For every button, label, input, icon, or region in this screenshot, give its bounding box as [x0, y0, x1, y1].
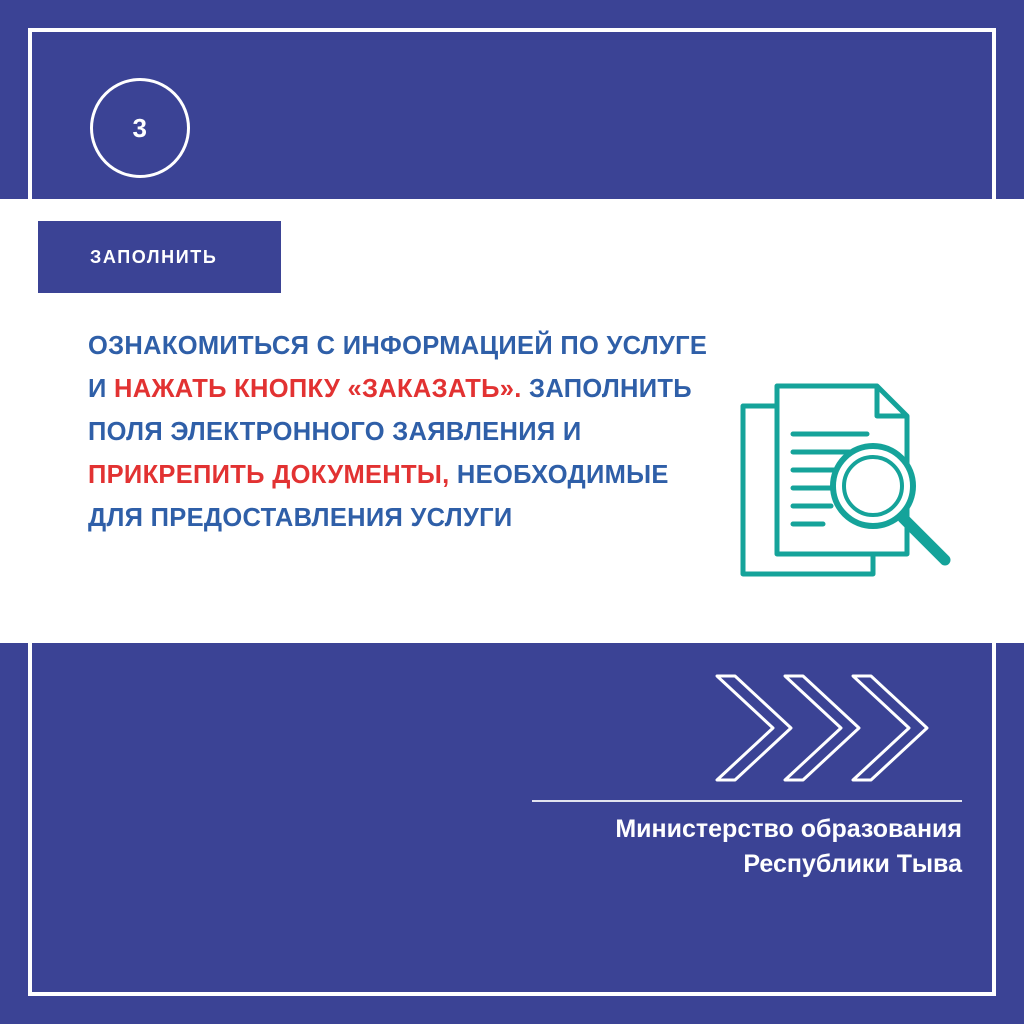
footer-line-1: Министерство образования	[615, 815, 962, 843]
section-label-text: ЗАПОЛНИТЬ	[90, 246, 218, 267]
triple-chevron-right-icon	[705, 668, 935, 788]
headline-segment-4: ПРИКРЕПИТЬ ДОКУМЕНТЫ,	[88, 461, 450, 489]
headline-segment-5: НЕОБХОДИМЫЕ ДЛЯ ПРЕДОСТАВЛЕНИЯ УСЛУГИ	[88, 461, 669, 532]
headline-segment-2: НАЖАТЬ КНОПКУ «ЗАКАЗАТЬ».	[114, 375, 522, 403]
headline-segment-1: ОЗНАКОМИТЬСЯ С ИНФОРМАЦИЕЙ ПО УСЛУГЕ И	[88, 332, 708, 403]
step-number-badge	[90, 78, 190, 178]
document-magnifier-icon	[735, 378, 970, 593]
footer-organization	[462, 812, 962, 882]
footer-divider	[532, 800, 962, 802]
headline-text	[88, 325, 718, 540]
step-number-text: 3	[132, 112, 148, 143]
headline-segment-3: ЗАПОЛНИТЬ ПОЛЯ ЭЛЕКТРОННОГО ЗАЯВЛЕНИЯ И	[88, 375, 692, 446]
section-label-chip	[38, 221, 281, 293]
footer-line-2: Республики Тыва	[743, 850, 962, 878]
